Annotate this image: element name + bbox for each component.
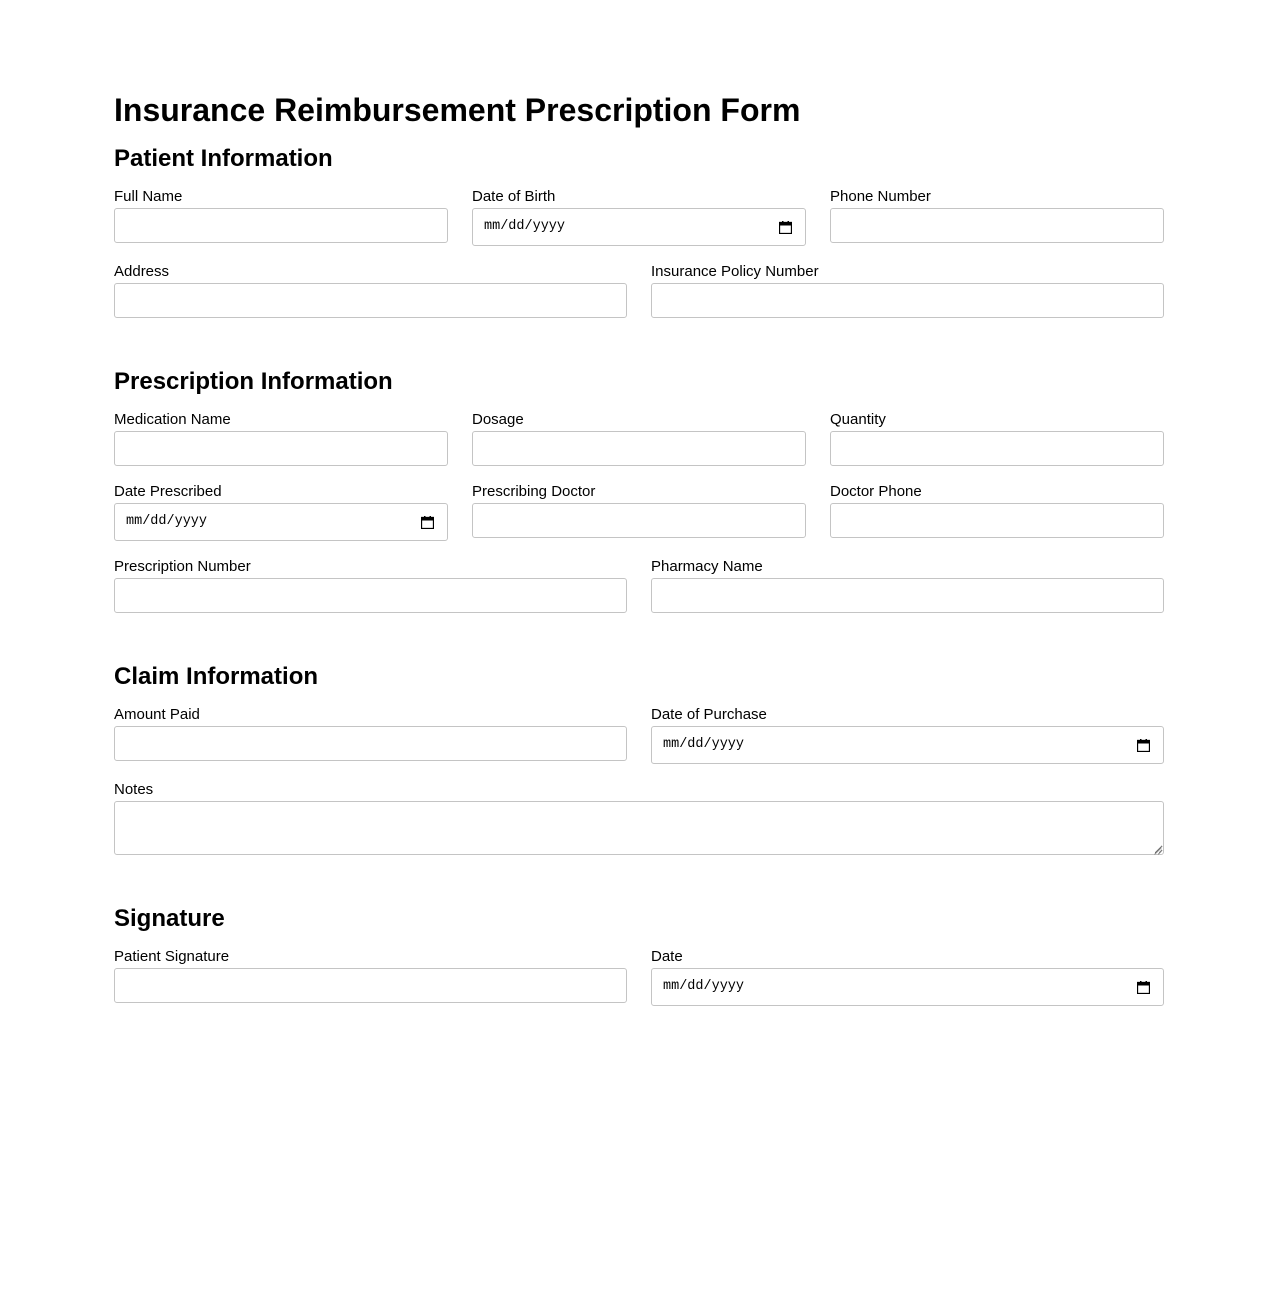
quantity-input[interactable]: [830, 431, 1164, 466]
date-prescribed-placeholder: mm/dd/yyyy: [126, 514, 208, 529]
date-of-purchase-placeholder: mm/dd/yyyy: [663, 737, 745, 752]
amount-paid-input[interactable]: [114, 726, 627, 761]
policy-number-input[interactable]: [651, 283, 1164, 318]
prescription-number-input[interactable]: [114, 578, 627, 613]
page-title: Insurance Reimbursement Prescription Form: [114, 92, 801, 128]
resize-grip-icon[interactable]: [1154, 847, 1162, 855]
notes-label: Notes: [114, 781, 154, 798]
prescribing-doctor-input[interactable]: [472, 503, 806, 538]
signature-date-placeholder: mm/dd/yyyy: [663, 979, 745, 994]
address-input[interactable]: [114, 283, 627, 318]
date-prescribed-input[interactable]: [114, 503, 448, 541]
phone-number-input[interactable]: [830, 208, 1164, 243]
phone-number-label: Phone Number: [830, 188, 931, 205]
full-name-input[interactable]: [114, 208, 448, 243]
calendar-icon[interactable]: [421, 516, 434, 529]
dosage-input[interactable]: [472, 431, 806, 466]
signature-date-label: Date: [651, 948, 683, 965]
dosage-label: Dosage: [472, 411, 524, 428]
section-heading-prescription: Prescription Information: [114, 368, 393, 395]
policy-number-label: Insurance Policy Number: [651, 263, 819, 280]
section-heading-claim: Claim Information: [114, 663, 319, 690]
doctor-phone-label: Doctor Phone: [830, 483, 922, 500]
amount-paid-label: Amount Paid: [114, 706, 200, 723]
section-heading-patient: Patient Information: [114, 145, 333, 172]
date-of-birth-placeholder: mm/dd/yyyy: [484, 219, 566, 234]
quantity-label: Quantity: [830, 411, 886, 428]
prescribing-doctor-label: Prescribing Doctor: [472, 483, 596, 500]
date-of-birth-input[interactable]: [472, 208, 806, 246]
pharmacy-name-input[interactable]: [651, 578, 1164, 613]
section-heading-signature: Signature: [114, 905, 225, 932]
calendar-icon[interactable]: [779, 221, 792, 234]
calendar-icon[interactable]: [1137, 981, 1150, 994]
medication-name-input[interactable]: [114, 431, 448, 466]
date-of-birth-label: Date of Birth: [472, 188, 556, 205]
address-label: Address: [114, 263, 170, 280]
notes-textarea[interactable]: [114, 801, 1164, 855]
patient-signature-label: Patient Signature: [114, 948, 230, 965]
calendar-icon[interactable]: [1137, 739, 1150, 752]
signature-date-input[interactable]: [651, 968, 1164, 1006]
medication-name-label: Medication Name: [114, 411, 231, 428]
pharmacy-name-label: Pharmacy Name: [651, 558, 763, 575]
date-of-purchase-input[interactable]: [651, 726, 1164, 764]
date-of-purchase-label: Date of Purchase: [651, 706, 767, 723]
patient-signature-input[interactable]: [114, 968, 627, 1003]
doctor-phone-input[interactable]: [830, 503, 1164, 538]
prescription-number-label: Prescription Number: [114, 558, 251, 575]
full-name-label: Full Name: [114, 188, 183, 205]
date-prescribed-label: Date Prescribed: [114, 483, 222, 500]
